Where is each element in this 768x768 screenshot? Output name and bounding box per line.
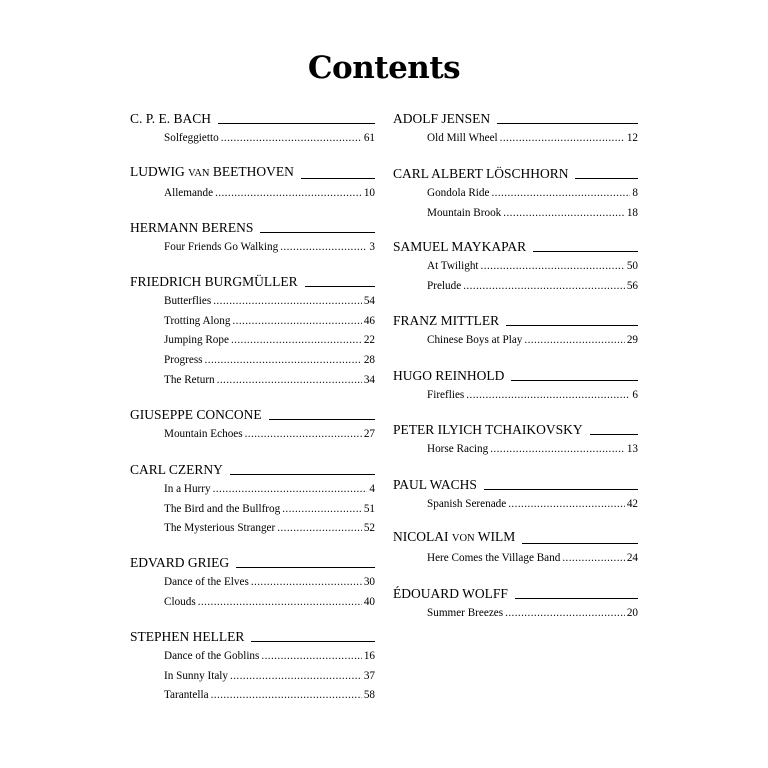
composer-group (130, 273, 375, 390)
dot-leader (505, 604, 625, 624)
page-number: 28 (363, 354, 375, 367)
page-number: 13 (626, 443, 638, 455)
contents-entry[interactable] (130, 331, 375, 351)
heading-underline (511, 380, 638, 381)
dot-leader (463, 277, 625, 297)
contents-entry[interactable] (130, 667, 375, 687)
composer-heading (130, 273, 375, 290)
piece-title: Prelude (427, 279, 462, 292)
contents-entry[interactable] (130, 371, 375, 391)
composer-heading (130, 219, 375, 236)
heading-underline (230, 474, 375, 475)
piece-title: Progress (164, 354, 203, 367)
composer-group (130, 461, 375, 539)
composer-name: FRIEDRICH BURGMÜLLER (130, 274, 298, 289)
contents-entry[interactable] (393, 184, 638, 204)
contents-entry[interactable] (393, 204, 638, 224)
dot-leader (205, 351, 362, 371)
dot-leader (217, 371, 362, 391)
heading-underline (484, 489, 638, 490)
composer-name: STEPHEN HELLER (130, 629, 245, 644)
heading-underline (301, 178, 375, 179)
heading-underline (236, 567, 375, 568)
page-number: 16 (363, 650, 375, 662)
composer-name-part: NICOLAI (393, 529, 452, 544)
piece-title: Butterflies (164, 295, 212, 307)
composer-name: C. P. E. BACH (130, 111, 212, 126)
heading-underline (590, 434, 638, 435)
page-number: 50 (626, 260, 638, 272)
piece-title: Jumping Rope (164, 334, 229, 347)
page-number: 3 (369, 241, 375, 253)
dot-leader (245, 425, 362, 445)
composer-heading (393, 110, 638, 127)
dot-leader (221, 129, 362, 149)
composer-group (393, 312, 638, 351)
composer-name: FRANZ MITTLER (393, 313, 500, 328)
composer-group (393, 165, 638, 223)
composer-name-part: BEETHOVEN (209, 164, 294, 179)
piece-title: The Mysterious Stranger (164, 522, 276, 535)
dot-leader (251, 573, 362, 593)
heading-underline (260, 232, 375, 233)
composer-heading (393, 367, 638, 384)
page-number: 10 (363, 187, 375, 199)
contents-entry[interactable] (393, 129, 638, 149)
page-number: 6 (632, 389, 638, 401)
piece-title: Fireflies (427, 389, 465, 401)
dot-leader (491, 184, 630, 204)
dot-leader (466, 386, 630, 406)
composer-name-part: WILM (474, 529, 516, 544)
contents-entry[interactable] (130, 500, 375, 520)
composer-heading (130, 461, 375, 478)
page-number: 12 (626, 132, 638, 144)
composer-name: PETER ILYICH TCHAIKOVSKY (393, 422, 583, 437)
dot-leader (562, 549, 624, 569)
page-number: 27 (363, 428, 375, 440)
composer-heading (393, 530, 638, 547)
piece-title: Here Comes the Village Band (427, 552, 561, 564)
page-number: 52 (363, 522, 375, 535)
composer-name: GIUSEPPE CONCONE (130, 407, 262, 422)
heading-underline (515, 598, 638, 599)
composer-group (130, 628, 375, 706)
heading-underline (497, 123, 638, 124)
composer-name: CARL ALBERT LÖSCHHORN (393, 166, 569, 181)
page-number: 54 (363, 295, 375, 307)
heading-underline (575, 178, 638, 179)
contents-entry[interactable] (130, 686, 375, 706)
piece-title: Old Mill Wheel (427, 132, 498, 144)
composer-name: PAUL WACHS (393, 477, 477, 492)
dot-leader (503, 204, 625, 224)
piece-title: Summer Breezes (427, 607, 504, 619)
contents-entry[interactable] (130, 238, 375, 258)
page-number: 29 (626, 334, 638, 346)
piece-title: Trotting Along (164, 314, 231, 327)
piece-title: Dance of the Goblins (164, 650, 260, 662)
piece-title: Spanish Serenade (427, 498, 507, 510)
contents-entry[interactable] (130, 480, 375, 500)
piece-title: Gondola Ride (427, 187, 490, 199)
page-number: 42 (626, 498, 638, 510)
heading-underline (269, 419, 375, 420)
dot-leader (280, 238, 367, 258)
piece-title: Tarantella (164, 689, 209, 702)
contents-entry[interactable] (130, 425, 375, 445)
dot-leader (508, 495, 625, 515)
composer-group (393, 238, 638, 296)
dot-leader (213, 292, 362, 312)
composer-name: ÉDOUARD WOLFF (393, 586, 508, 601)
contents-entry[interactable] (130, 647, 375, 667)
dot-leader (500, 129, 625, 149)
dot-leader (524, 331, 624, 351)
composer-heading (393, 312, 638, 329)
composer-name: CARL CZERNY (130, 462, 223, 477)
composer-name: SAMUEL MAYKAPAR (393, 239, 527, 254)
piece-title: Clouds (164, 595, 196, 608)
page-number: 18 (626, 206, 638, 219)
dot-leader (232, 312, 361, 332)
contents-entry[interactable] (130, 184, 375, 204)
dot-leader (215, 184, 362, 204)
composer-heading (393, 476, 638, 493)
dot-leader (490, 440, 625, 460)
composer-group (130, 406, 375, 445)
contents-entry[interactable] (393, 440, 638, 460)
dot-leader (481, 257, 625, 277)
contents-entry[interactable] (393, 331, 638, 351)
piece-title: Mountain Echoes (164, 428, 243, 440)
dot-leader (211, 686, 362, 706)
page-number: 40 (363, 595, 375, 608)
composer-name: ADOLF JENSEN (393, 111, 491, 126)
page-number: 30 (363, 576, 375, 588)
contents-entry[interactable] (393, 549, 638, 569)
contents-entry[interactable] (130, 573, 375, 593)
contents-entry[interactable] (130, 593, 375, 613)
piece-title: Allemande (164, 187, 214, 199)
dot-leader (213, 480, 368, 500)
heading-underline (533, 251, 638, 252)
contents-entry[interactable] (393, 495, 638, 515)
page-number: 58 (363, 689, 375, 702)
piece-title: In a Hurry (164, 483, 211, 495)
dot-leader (282, 500, 362, 520)
dot-leader (230, 667, 362, 687)
contents-entry[interactable] (130, 312, 375, 332)
heading-underline (522, 543, 638, 544)
heading-underline (218, 123, 375, 124)
dot-leader (198, 593, 362, 613)
composer-group (393, 476, 638, 515)
composer-group (130, 554, 375, 612)
composer-group (393, 110, 638, 149)
composer-group (393, 421, 638, 460)
composer-name: HUGO REINHOLD (393, 368, 505, 383)
page-number: 34 (363, 373, 375, 386)
piece-title: Chinese Boys at Play (427, 334, 523, 346)
page-number: 8 (632, 187, 638, 199)
composer-group (130, 165, 375, 204)
composer-name (393, 528, 515, 547)
composer-heading (130, 406, 375, 423)
piece-title: Horse Racing (427, 443, 489, 455)
composer-heading (130, 628, 375, 645)
heading-underline (251, 641, 375, 642)
piece-title: In Sunny Italy (164, 669, 229, 682)
composer-name: HERMANN BERENS (130, 220, 254, 235)
contents-entry[interactable] (130, 292, 375, 312)
contents-entry[interactable] (130, 129, 375, 149)
composer-group (393, 530, 638, 569)
contents-entry[interactable] (130, 351, 375, 371)
contents-entry[interactable] (393, 604, 638, 624)
composer-heading (130, 110, 375, 127)
page-number: 37 (363, 669, 375, 682)
composer-group (393, 585, 638, 624)
page-title: Contents (307, 50, 461, 86)
piece-title: Mountain Brook (427, 206, 502, 219)
contents-entry[interactable] (393, 257, 638, 277)
composer-heading (393, 421, 638, 438)
page-number: 46 (363, 314, 375, 327)
page-number: 20 (626, 607, 638, 619)
composer-heading (393, 238, 638, 255)
piece-title: At Twilight (427, 260, 479, 272)
composer-name-part: LUDWIG (130, 164, 189, 179)
contents-entry[interactable] (393, 386, 638, 406)
heading-underline (506, 325, 638, 326)
page-number: 4 (369, 483, 375, 495)
composer-heading (130, 554, 375, 571)
contents-entry[interactable] (130, 519, 375, 539)
heading-underline (305, 286, 375, 287)
piece-title: Four Friends Go Walking (164, 241, 279, 253)
page-number: 56 (626, 279, 638, 292)
composer-heading (393, 165, 638, 182)
page-number: 24 (626, 552, 638, 564)
page-number: 22 (363, 334, 375, 347)
page-number: 51 (363, 502, 375, 515)
composer-name-part: VON (451, 533, 475, 544)
dot-leader (277, 519, 362, 539)
composer-name: EDVARD GRIEG (130, 555, 230, 570)
composer-name (130, 163, 294, 182)
piece-title: The Return (164, 373, 215, 386)
composer-heading (393, 585, 638, 602)
composer-name-part: VAN (188, 168, 210, 179)
dot-leader (261, 647, 361, 667)
piece-title: Solfeggietto (164, 132, 219, 144)
piece-title: Dance of the Elves (164, 576, 249, 588)
composer-group (393, 367, 638, 406)
page-number: 61 (363, 132, 375, 144)
composer-heading (130, 165, 375, 182)
composer-group (130, 219, 375, 258)
contents-entry[interactable] (393, 277, 638, 297)
composer-group (130, 110, 375, 149)
piece-title: The Bird and the Bullfrog (164, 502, 281, 515)
dot-leader (231, 331, 362, 351)
